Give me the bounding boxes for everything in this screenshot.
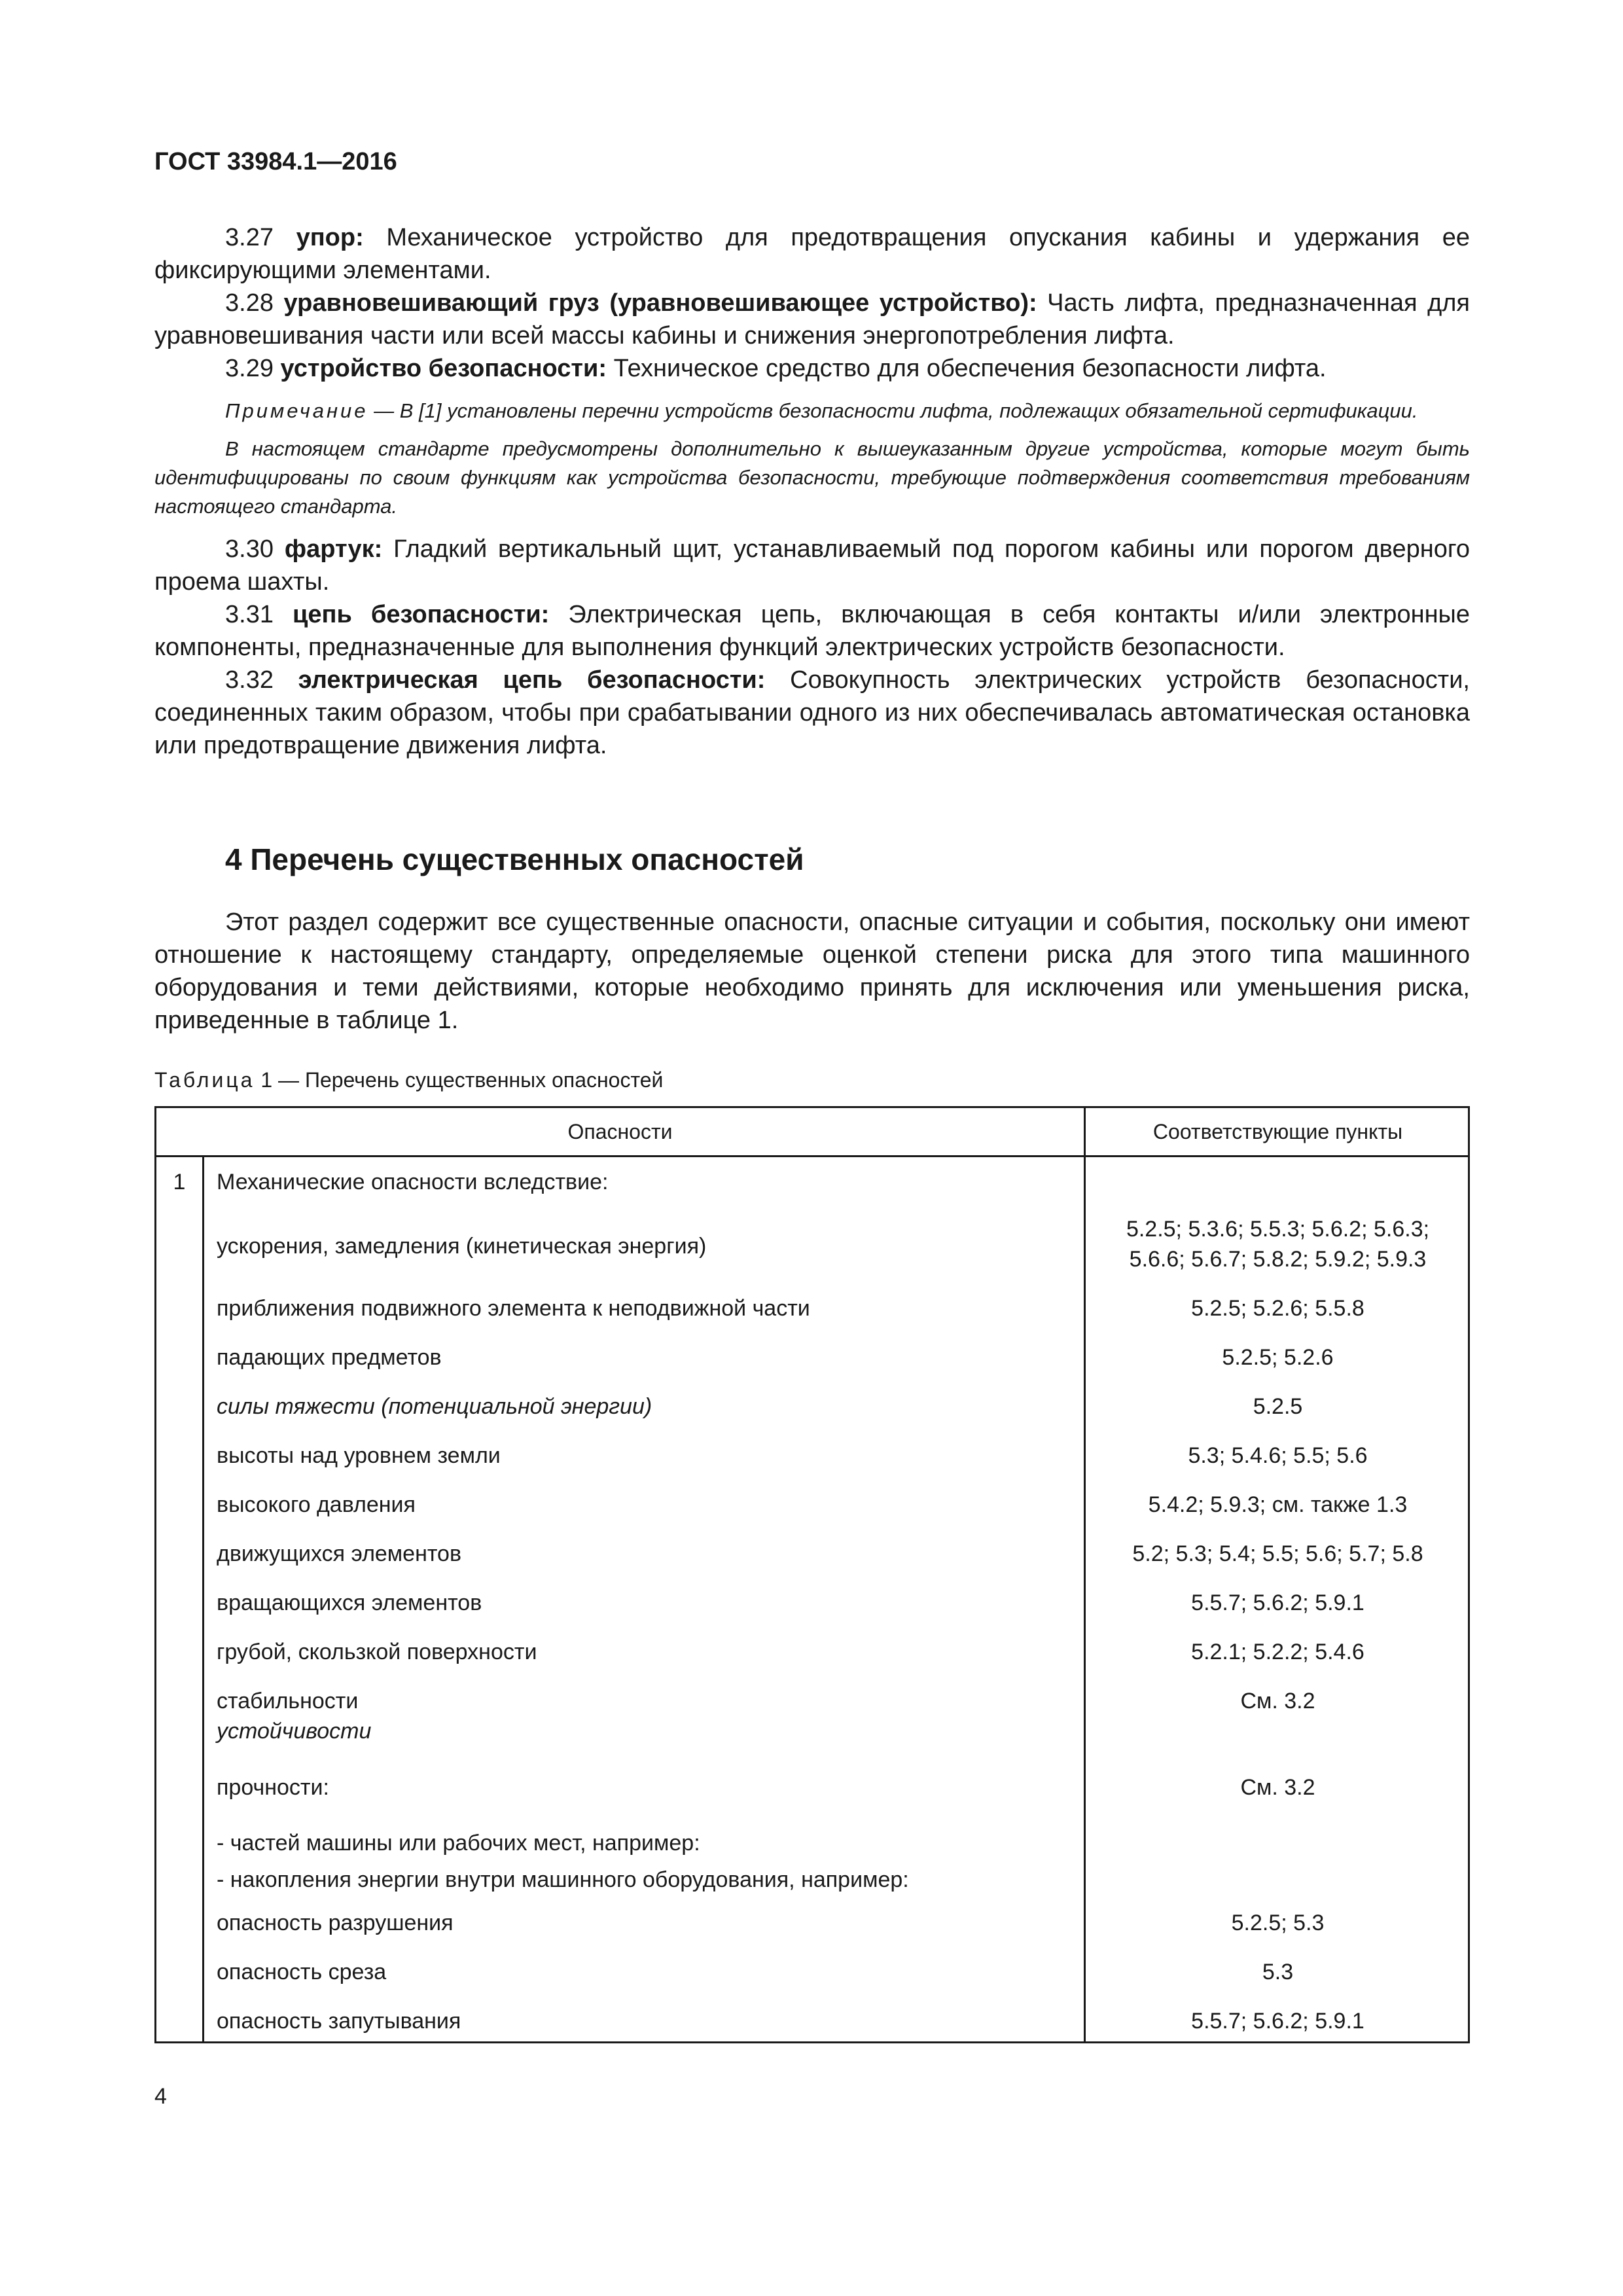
definition-3-28: 3.28 уравновешивающий груз (уравновешивающее устройство): Часть лифта, предназначенная для уравновешивания части или всей массы кабины и снижения энергопотребления лифта. xyxy=(154,289,1470,350)
hazard-item: вращающихся элементов xyxy=(217,1590,482,1615)
hazard-item: опасность запутывания xyxy=(217,2009,461,2034)
hazard-ref: 5.5.7; 5.6.2; 5.9.1 xyxy=(1191,1590,1364,1615)
hazard-ref: См. 3.2 xyxy=(1240,1775,1315,1800)
definitions-block xyxy=(154,221,1470,762)
hazards-table xyxy=(154,1106,1470,2043)
hazard-ref: 5.5.7; 5.6.2; 5.9.1 xyxy=(1191,2009,1364,2034)
hazard-item: опасность среза xyxy=(217,1960,387,1984)
hazard-item: высоты над уровнем земли xyxy=(217,1443,501,1468)
hazard-item: движущихся элементов xyxy=(217,1541,462,1566)
section-title: 4 Перечень существенных опасностей xyxy=(225,842,804,876)
hazard-item: прочности: xyxy=(217,1775,329,1800)
hazard-group-title: Механические опасности вследствие: xyxy=(217,1170,609,1194)
hazard-ref: 5.2.5 xyxy=(1253,1394,1303,1419)
hazard-item: приближения подвижного элемента к неподвижной части xyxy=(217,1296,810,1321)
section-intro: Этот раздел содержит все существенные опасности, опасные ситуации и события, поскольку они имеют отношение к настоящему стандарту, определяемые оценкой степени риска для этого типа машинного оборудования и теми действиями, которые необходимо принять для исключения или уменьшения риска, приведенные в таблице 1. xyxy=(154,908,1470,1034)
hazard-item: стабильности устойчивости xyxy=(217,1689,372,1744)
hazard-ref: 5.2.5; 5.3 xyxy=(1231,1910,1325,1935)
definition-3-30: 3.30 фартук: Гладкий вертикальный щит, устанавливаемый под порогом кабины или порогом дверного проема шахты. xyxy=(154,535,1470,596)
hazard-item: высокого давления xyxy=(217,1492,416,1517)
table-caption: Таблица 1 — Перечень существенных опасностей xyxy=(154,1068,664,1092)
hazard-ref: 5.2; 5.3; 5.4; 5.5; 5.6; 5.7; 5.8 xyxy=(1132,1541,1423,1566)
column-header-refs: Соответствующие пункты xyxy=(1152,1120,1403,1143)
definition-3-31: 3.31 цепь безопасности: Электрическая цепь, включающая в себя контакты и/или электронные компоненты, предназначенные для выполнения функций электрических устройств безопасности. xyxy=(154,601,1470,661)
definition-3-32: 3.32 электрическая цепь безопасности: Совокупность электрических устройств безопасности, соединенных таким образом, чтобы при срабатывании одного из них обеспечивалась автоматическая остановка или предотвращение движения лифта. xyxy=(154,666,1470,759)
hazard-ref: 5.2.1; 5.2.2; 5.4.6 xyxy=(1191,1640,1364,1664)
hazard-ref: 5.2.5; 5.3.6; 5.5.3; 5.6.2; 5.6.3; 5.6.6; 5.6.7; 5.8.2; 5.9.2; 5.9.3 xyxy=(1126,1217,1430,1272)
hazard-ref: 5.2.5; 5.2.6; 5.5.8 xyxy=(1191,1296,1364,1321)
note-1: Примечание — В [1] установлены перечни устройств безопасности лифта, подлежащих обязательной сертификации. xyxy=(225,399,1418,422)
hazard-ref: 5.3 xyxy=(1262,1960,1294,1984)
hazard-item: силы тяжести (потенциальной энергии) xyxy=(217,1394,652,1419)
hazard-item: грубой, скользкой поверхности xyxy=(217,1640,537,1664)
hazard-item: падающих предметов xyxy=(217,1345,442,1370)
hazard-ref: 5.3; 5.4.6; 5.5; 5.6 xyxy=(1188,1443,1368,1468)
definition-3-27: 3.27 упор: Механическое устройство для предотвращения опускания кабины и удержания ее фиксирующими элементами. xyxy=(154,224,1470,284)
hazard-subitems: - частей машины или рабочих мест, например: - накопления энергии внутри машинного оборудования, например: xyxy=(217,1831,909,1892)
hazard-ref: См. 3.2 xyxy=(1240,1689,1315,1713)
document-id: ГОСТ 33984.1—2016 xyxy=(154,148,397,175)
hazard-item: опасность разрушения xyxy=(217,1910,454,1935)
page-number: 4 xyxy=(154,2084,167,2109)
definition-3-29: 3.29 устройство безопасности: Техническое средство для обеспечения безопасности лифта. xyxy=(225,355,1327,382)
row-number: 1 xyxy=(173,1170,186,1194)
column-header-hazards: Опасности xyxy=(567,1120,673,1143)
hazard-ref: 5.4.2; 5.9.3; см. также 1.3 xyxy=(1148,1492,1408,1517)
hazard-ref: 5.2.5; 5.2.6 xyxy=(1222,1345,1334,1370)
hazard-item: ускорения, замедления (кинетическая энергия) xyxy=(217,1234,707,1259)
note-2: В настоящем стандарте предусмотрены дополнительно к вышеуказанным другие устройства, которые могут быть идентифицированы по своим функциям как устройства безопасности, требующие подтверждения соответствия требованиям настоящего стандарта. xyxy=(154,437,1470,518)
